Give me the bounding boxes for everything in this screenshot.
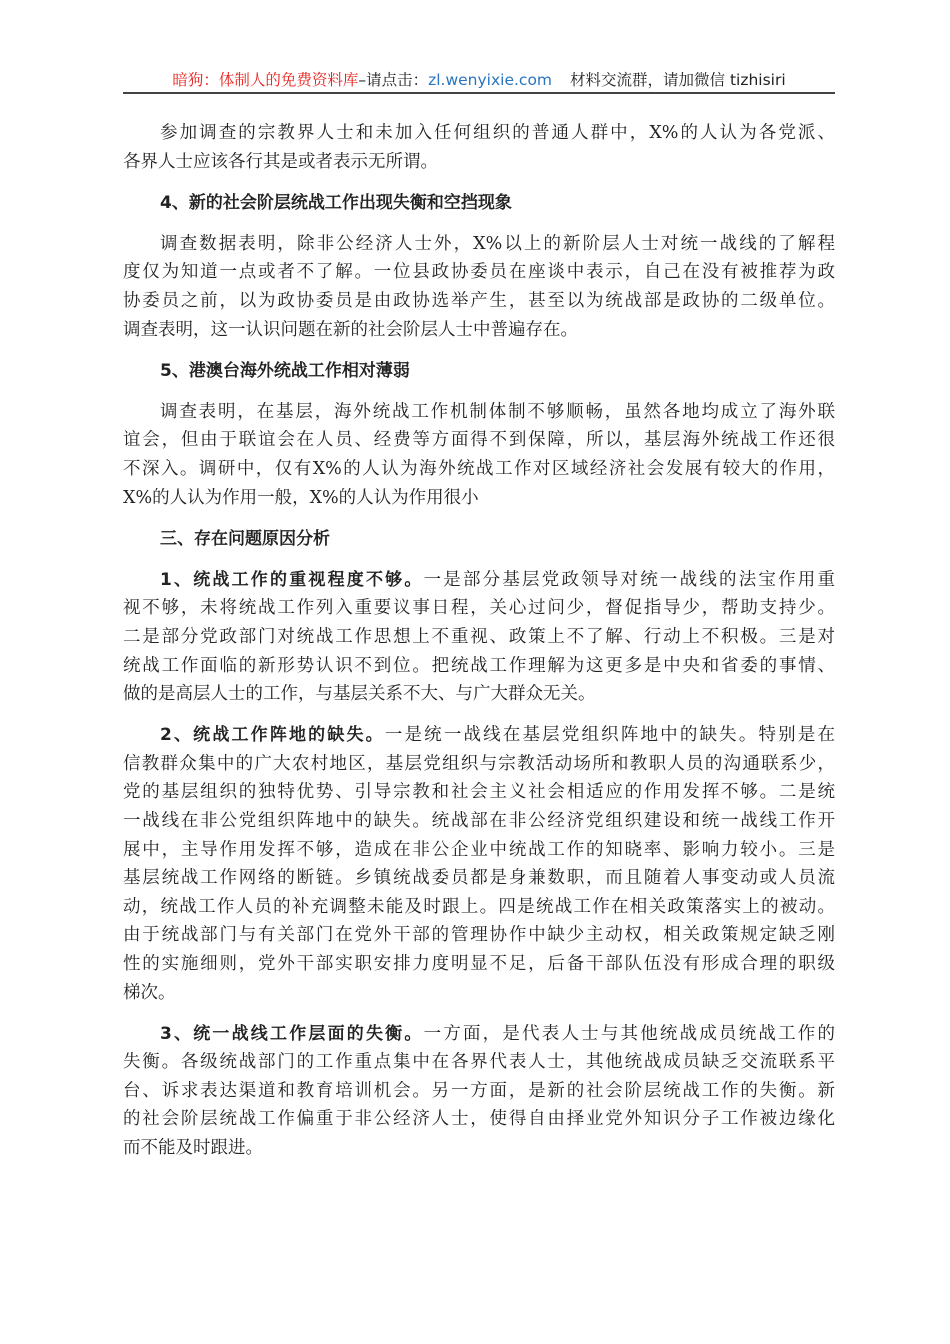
line-text: 一是部分基层党政领导对统一战线的法宝作用重 bbox=[423, 569, 836, 590]
line-text: 而不能及时跟进。 bbox=[123, 1138, 263, 1158]
section-heading: 三、存在问题原因分析 bbox=[160, 528, 330, 549]
line-text: 信教群众集中的广大农村地区，基层党组织与宗教活动场所和教职人员的沟通联系少， bbox=[123, 753, 835, 774]
paragraph-line bbox=[123, 1134, 835, 1163]
paragraph-line bbox=[123, 1077, 835, 1106]
line-text: 党的基层组织的独特优势、引导宗教和社会主义社会相适应的作用发挥不够。二是统 bbox=[123, 782, 835, 803]
paragraph-line bbox=[123, 864, 835, 893]
paragraph-line bbox=[123, 484, 835, 513]
line-text: 谊会，但由于联谊会在人员、经费等方面得不到保障，所以，基层海外统战工作还很 bbox=[123, 430, 835, 451]
paragraph-line bbox=[123, 119, 835, 148]
paragraph-line bbox=[123, 398, 835, 427]
paragraph bbox=[123, 1020, 835, 1163]
line-text: 动，统战工作人员的补充调整未能及时跟上。四是统战工作在相关政策落实上的被动。 bbox=[123, 896, 835, 917]
line-text: 性的实施细则，党外干部实职安排力度明显不足，后备干部队伍没有形成合理的职级 bbox=[123, 953, 835, 974]
line-text: 基层统战工作网络的断链。乡镇统战委员都是身兼数职，而且随着人事变动或人员流 bbox=[123, 868, 835, 889]
paragraph-line bbox=[123, 921, 835, 950]
paragraph-line bbox=[123, 148, 835, 177]
paragraph-line bbox=[123, 950, 835, 979]
header-divider bbox=[123, 92, 835, 94]
line-text: 协委员之前，以为政协委员是由政协选举产生，甚至以为统战部是政协的二级单位。 bbox=[123, 290, 835, 311]
paragraph bbox=[123, 230, 835, 344]
paragraph-line bbox=[123, 1020, 835, 1049]
paragraph-line bbox=[123, 680, 835, 709]
paragraph bbox=[123, 119, 835, 176]
paragraph-line bbox=[123, 750, 835, 779]
paragraph-line bbox=[123, 258, 835, 287]
line-text: 调查数据表明，除非公经济人士外，X%以上的新阶层人士对统一战线的了解程 bbox=[160, 233, 835, 254]
line-text: 调查表明，这一认识问题在新的社会阶层人士中普遍存在。 bbox=[123, 319, 578, 340]
line-text: 梯次。 bbox=[123, 982, 176, 1003]
paragraph bbox=[123, 398, 835, 512]
line-text: 做的是高层人士的工作，与基层关系不大、与广大群众无关。 bbox=[123, 684, 596, 705]
paragraph-line bbox=[123, 230, 835, 259]
line-text: 度仅为知道一点或者不了解。一位县政协委员在座谈中表示，自己在没有被推荐为政 bbox=[123, 262, 835, 283]
header-wechat-note: 材料交流群，请加微信 tizhisiri bbox=[570, 71, 786, 89]
paragraph-line bbox=[123, 721, 835, 750]
header-click-prompt: –请点击： bbox=[358, 71, 429, 89]
line-text: 由于统战部门与有关部门在党外干部的管理协作中缺少主动权，相关政策规定缺乏刚 bbox=[123, 925, 835, 946]
paragraph-lead: 3、统一战线工作层面的失衡。 bbox=[160, 1023, 424, 1044]
line-text: 一方面，是代表人士与其他统战成员统战工作的 bbox=[423, 1023, 836, 1044]
paragraph-line bbox=[123, 594, 835, 623]
paragraph-line bbox=[123, 893, 835, 922]
line-text: 参加调查的宗教界人士和未加入任何组织的普通人群中，X%的人认为各党派、 bbox=[160, 123, 835, 143]
header-brand: 暗狗：体制人的免费资料库 bbox=[172, 71, 359, 89]
paragraph-line bbox=[123, 316, 835, 345]
paragraph-line bbox=[123, 836, 835, 865]
line-text: 不深入。调研中，仅有X%的人认为海外统战工作对区域经济社会发展有较大的作用， bbox=[123, 458, 835, 479]
page-header bbox=[123, 68, 835, 90]
paragraph-line bbox=[123, 807, 835, 836]
paragraph-line bbox=[123, 426, 835, 455]
line-text: 调查表明，在基层，海外统战工作机制体制不够顺畅，虽然各地均成立了海外联 bbox=[160, 401, 835, 422]
header-link[interactable]: zl.wenyixie.com bbox=[428, 71, 553, 89]
paragraph-lead: 1、统战工作的重视程度不够。 bbox=[160, 569, 424, 590]
paragraph-line bbox=[123, 778, 835, 807]
line-text: 各界人士应该各行其是或者表示无所谓。 bbox=[123, 151, 438, 172]
paragraph-line bbox=[123, 287, 835, 316]
line-text: X%的人认为作用一般，X%的人认为作用很小 bbox=[123, 487, 479, 508]
paragraph-line bbox=[123, 1048, 835, 1077]
paragraph bbox=[123, 721, 835, 1007]
section-heading: 5、港澳台海外统战工作相对薄弱 bbox=[160, 360, 410, 381]
line-text: 失衡。各级统战部门的工作重点集中在各界代表人士，其他统战成员缺乏交流联系平 bbox=[123, 1052, 835, 1073]
line-text: 二是部分党政部门对统战工作思想上不重视、政策上不了解、行动上不积极。三是对 bbox=[123, 626, 835, 647]
line-text: 统战工作面临的新形势认识不到位。把统战工作理解为这更多是中央和省委的事情、 bbox=[123, 655, 835, 676]
paragraph-line bbox=[123, 1105, 835, 1134]
document-body bbox=[123, 119, 835, 1175]
line-text: 视不够，未将统战工作列入重要议事日程，关心过问少，督促指导少，帮助支持少。 bbox=[123, 598, 835, 619]
line-text: 一是统一战线在基层党组织阵地中的缺失。特别是在 bbox=[384, 725, 836, 746]
section-heading: 4、新的社会阶层统战工作出现失衡和空挡现象 bbox=[160, 192, 512, 213]
paragraph-line bbox=[123, 652, 835, 681]
line-text: 台、诉求表达渠道和教育培训机会。另一方面，是新的社会阶层统战工作的失衡。新 bbox=[123, 1080, 835, 1101]
paragraph-line bbox=[123, 566, 835, 595]
paragraph bbox=[123, 566, 835, 709]
paragraph-lead: 2、统战工作阵地的缺失。 bbox=[160, 725, 385, 746]
line-text: 的社会阶层统战工作偏重于非公经济人士，使得自由择业党外知识分子工作被边缘化 bbox=[123, 1109, 835, 1130]
paragraph-line bbox=[123, 455, 835, 484]
line-text: 展中，主导作用发挥不够，造成在非公企业中统战工作的知晓率、影响力较小。三是 bbox=[123, 839, 835, 860]
paragraph-line bbox=[123, 979, 835, 1008]
line-text: 一战线在非公党组织阵地中的缺失。统战部在非公经济党组织建设和统一战线工作开 bbox=[123, 810, 835, 831]
paragraph-line bbox=[123, 623, 835, 652]
